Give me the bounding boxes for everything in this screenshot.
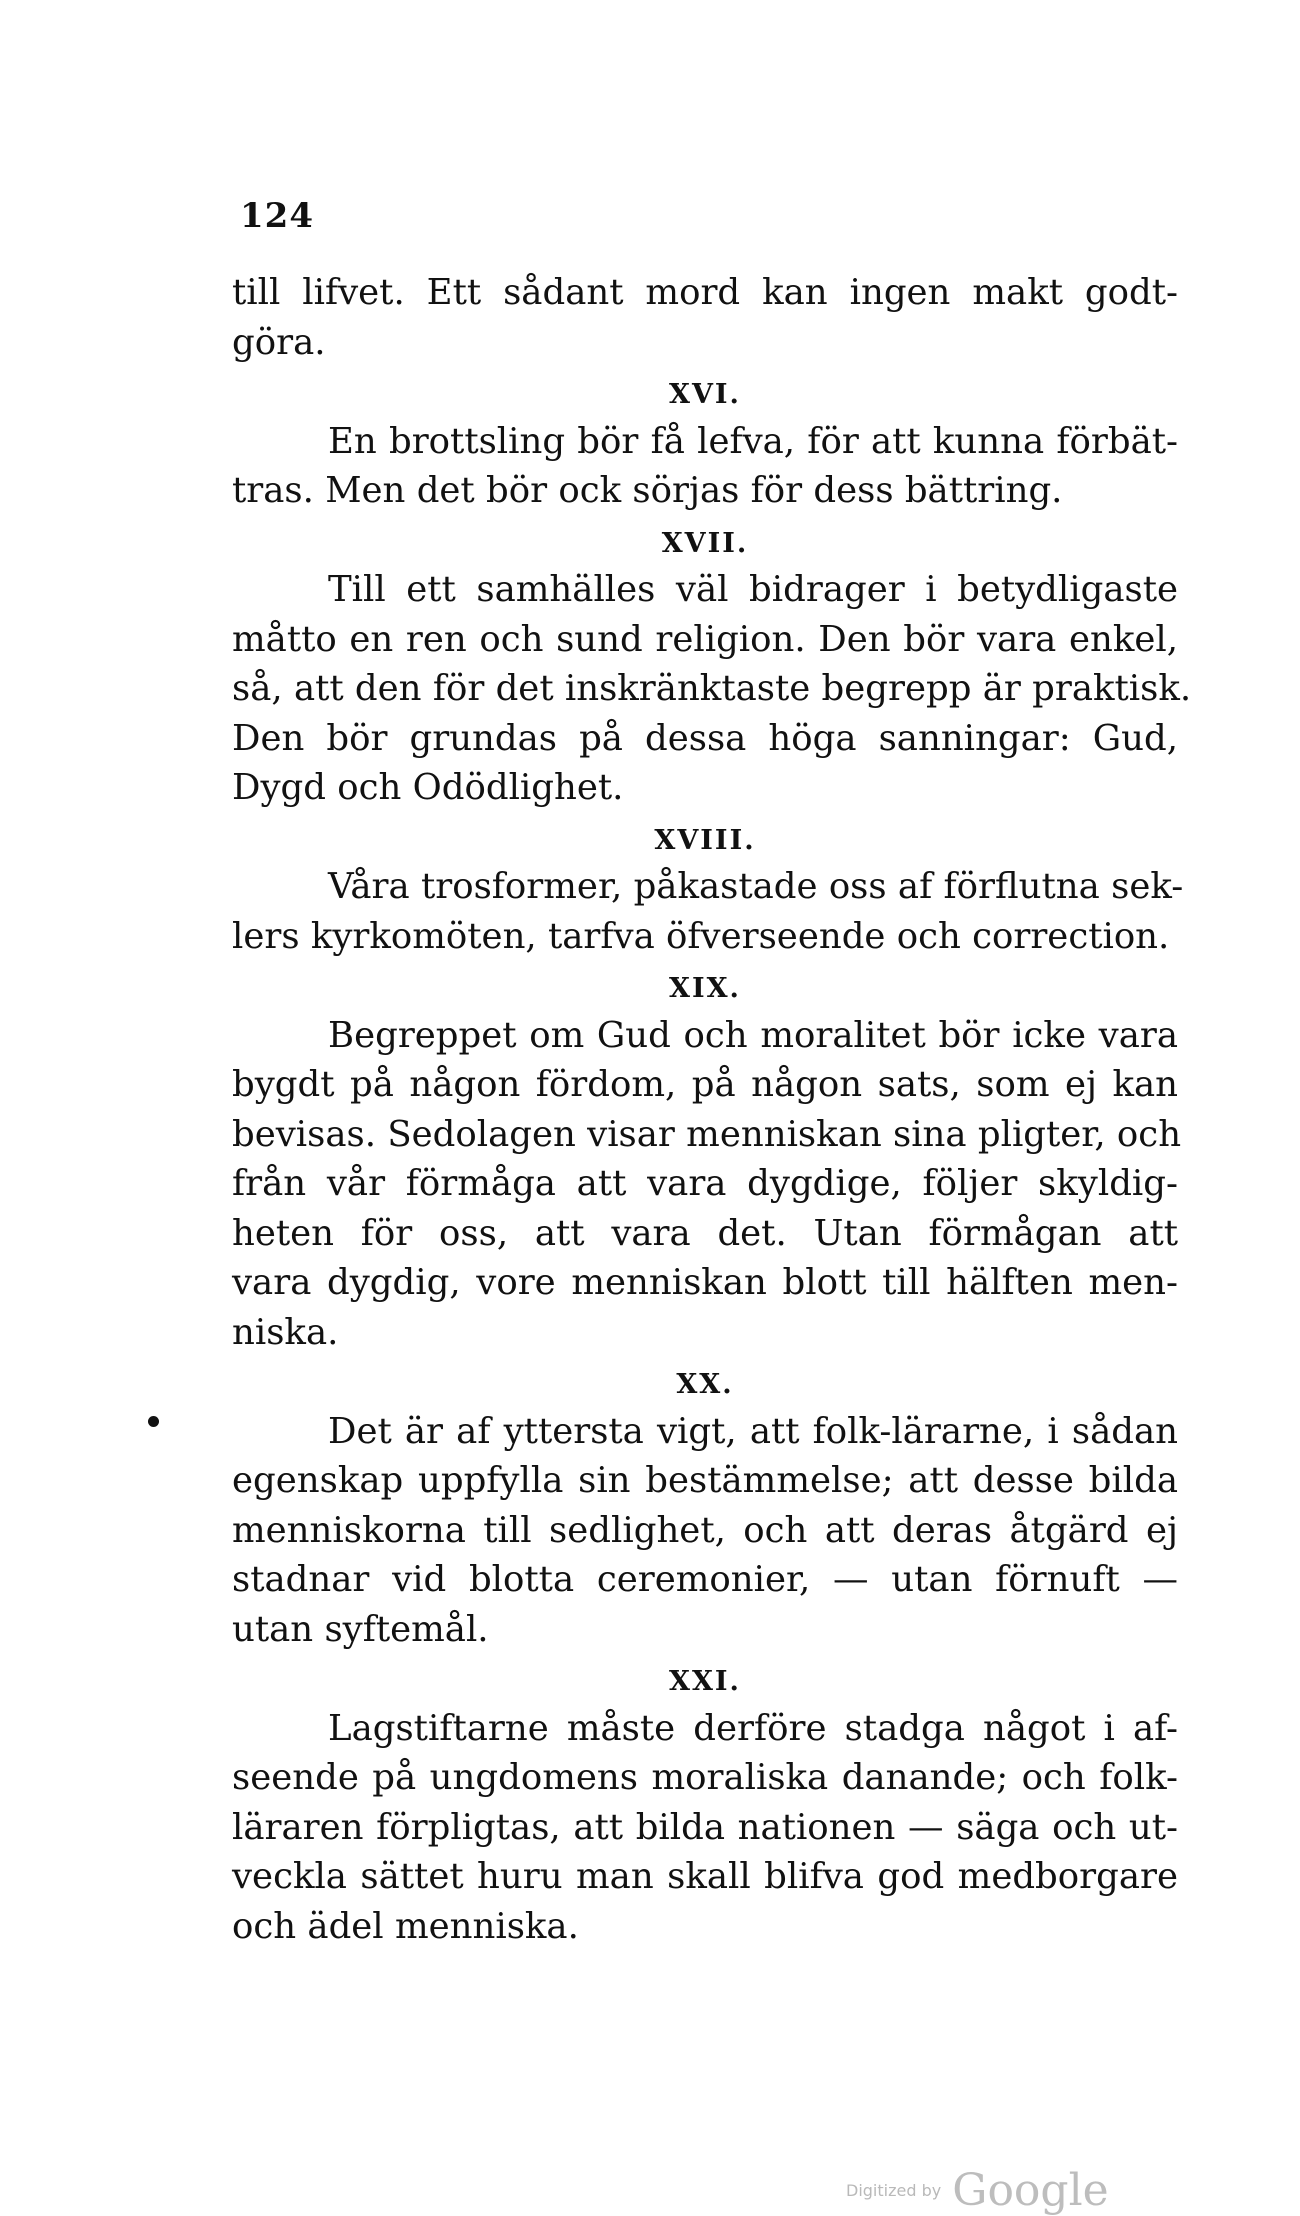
text-line: Lagstiftarne måste derföre stadga något i af- — [328, 1707, 1178, 1749]
text-line: niska. — [232, 1311, 339, 1353]
text-line: bygdt på någon fördom, på någon sats, som ej kan — [232, 1064, 1178, 1105]
text-line: måtto en ren och sund religion. Den bör vara enkel, — [232, 618, 1178, 660]
text-line: heten för oss, att vara det. Utan förmågan att — [232, 1212, 1178, 1254]
text-line: Dygd och Odödlighet. — [232, 767, 624, 808]
page-number: 124 — [240, 196, 314, 236]
text-line: från vår förmåga att vara dygdige, följer skyldig- — [232, 1163, 1178, 1204]
section-heading-xx: XX. — [676, 1369, 734, 1400]
section-heading-xvi: XVI. — [669, 379, 741, 410]
watermark-prefix: Digitized by — [846, 2181, 942, 2200]
text-line: och ädel menniska. — [232, 1905, 579, 1947]
digitized-watermark — [846, 2165, 1109, 2216]
text-line: Det är af yttersta vigt, att folk-lärarne, i sådan — [328, 1410, 1178, 1452]
text-line: menniskorna till sedlighet, och att deras åtgärd ej — [232, 1509, 1178, 1551]
text-line: Till ett samhälles väl bidrager i betydligaste — [328, 569, 1178, 610]
text-line: Våra trosformer, påkastade oss af förflutna sek- — [328, 866, 1184, 907]
section-heading-xxi: XXI. — [669, 1666, 741, 1697]
text-line: lers kyrkomöten, tarfva öfverseende och correction. — [232, 915, 1170, 957]
text-line: till lifvet. Ett sådant mord kan ingen makt godt- — [232, 272, 1178, 313]
text-line: seende på ungdomens moraliska danande; och folk- — [232, 1757, 1178, 1798]
text-line: Begreppet om Gud och moralitet bör icke vara — [328, 1014, 1178, 1056]
text-line: tras. Men det bör ock sörjas för dess bättring. — [232, 470, 1063, 511]
google-logo: Google — [952, 2165, 1109, 2216]
text-line: veckla sättet huru man skall blifva god medborgare — [232, 1856, 1178, 1897]
text-line: göra. — [232, 321, 326, 363]
text-line: stadnar vid blotta ceremonier, — utan förnuft — — [232, 1559, 1178, 1600]
text-line: läraren förpligtas, att bilda nationen — säga och ut- — [232, 1806, 1178, 1848]
text-line: egenskap uppfylla sin bestämmelse; att desse bilda — [232, 1460, 1178, 1501]
text-line: så, att den för det inskränktaste begrepp är praktisk. — [232, 668, 1192, 709]
section-heading-xviii: XVIII. — [654, 824, 756, 856]
text-line: Den bör grundas på dessa höga sanningar: Gud, — [232, 717, 1178, 759]
text-line: En brottsling bör få lefva, för att kunna förbät- — [328, 420, 1178, 462]
text-line: bevisas. Sedolagen visar menniskan sina pligter, och — [232, 1113, 1182, 1155]
section-heading-xvii: XVII. — [661, 527, 749, 559]
text-line: vara dygdig, vore menniskan blott till hälften men- — [232, 1262, 1178, 1303]
text-line: utan syftemål. — [232, 1608, 489, 1650]
section-heading-xix: XIX. — [669, 973, 741, 1004]
margin-dot-mark — [148, 1416, 159, 1427]
page-text — [232, 268, 1192, 1951]
